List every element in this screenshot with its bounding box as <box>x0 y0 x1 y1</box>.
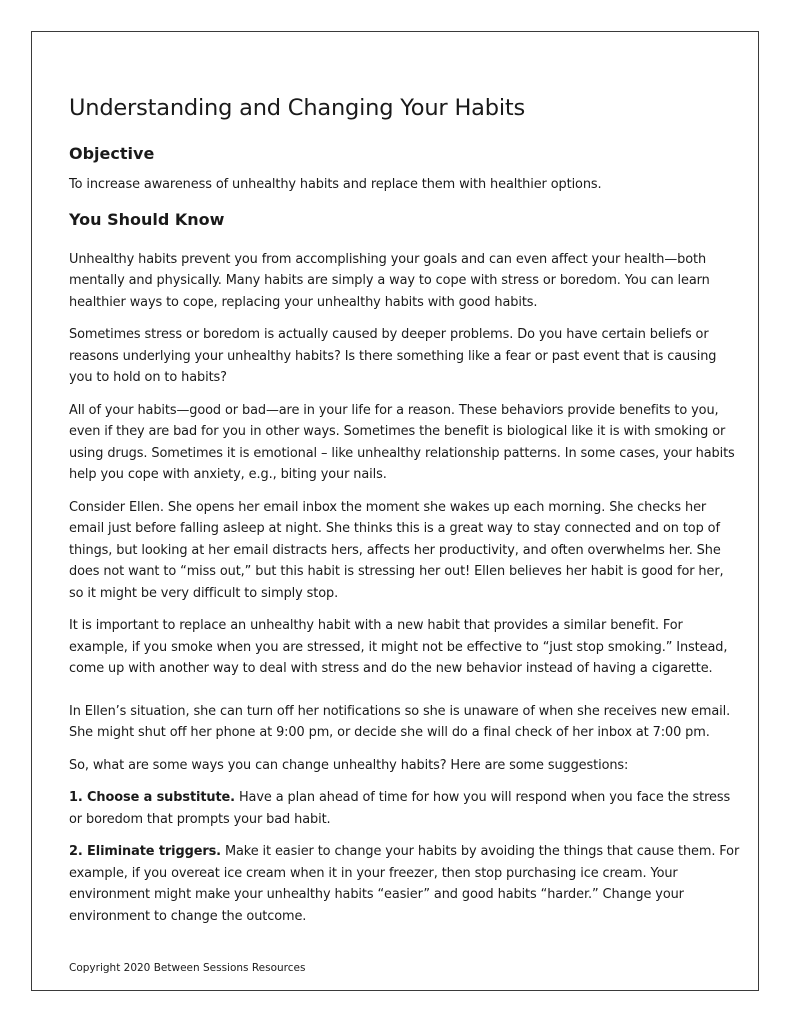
paragraph-5: It is important to replace an unhealthy habit with a new habit that provides a similar benefit. For example, if you smoke when you are stressed, it might not be effective to “just stop smoking.” Instead, come up with another way to deal with stress and do the new behavior instead of having a cigarette. <box>69 618 728 676</box>
paragraph-7-suggestions-intro: So, what are some ways you can change unhealthy habits? Here are some suggestions: <box>69 757 629 773</box>
tip-label: 2. Eliminate triggers. <box>69 844 221 859</box>
tip-label: 1. Choose a substitute. <box>69 790 235 805</box>
objective-text: To increase awareness of unhealthy habits and replace them with healthier options. <box>69 177 602 192</box>
paragraph-3: All of your habits—good or bad—are in your life for a reason. These behaviors provide benefits to you, even if they are bad for you in other ways. Sometimes the benefit is biological like it is with smoking or using drugs. Sometimes it is emotional – like unhealthy relationship patterns. In some cases, your habits help you cope with anxiety, e.g., biting your nails. <box>69 402 735 482</box>
paragraph-1: Unhealthy habits prevent you from accomplishing your goals and can even affect your health—both mentally and physically. Many habits are simply a way to cope with stress or boredom. You can learn healthier ways to cope, replacing your unhealthy habits with good habits. <box>69 251 710 310</box>
document-body <box>69 92 741 927</box>
copyright-footer: Copyright 2020 Between Sessions Resources <box>69 962 306 974</box>
paragraph-2: Sometimes stress or boredom is actually caused by deeper problems. Do you have certain beliefs or reasons underlying your unhealthy habits? Is there something like a fear or past event that is causing you to hold on to habits? <box>69 327 717 385</box>
objective-heading: Objective <box>69 144 155 163</box>
tip-eliminate-triggers <box>69 841 741 927</box>
page-title: Understanding and Changing Your Habits <box>69 95 526 121</box>
tip-text: Make it easier to change your habits by avoiding the things that cause them. For example, if you overeat ice cream when it in your freezer, then stop purchasing ice cream. Your environment might make your unhealthy habits “easier” and good habits “harder.” Change your environment to change the outcome. <box>69 844 740 924</box>
paragraph-4-ellen: Consider Ellen. She opens her email inbox the moment she wakes up each morning. She checks her email just before falling asleep at night. She thinks this is a great way to stay connected and on top of things, but looking at her email distracts hers, affects her productivity, and often overwhelms her. She does not want to “miss out,” but this habit is stressing her out! Ellen believes her habit is good for her, so it might be very difficult to simply stop. <box>69 499 724 601</box>
tip-text: Have a plan ahead of time for how you will respond when you face the stress or boredom that prompts your bad habit. <box>69 790 731 827</box>
tip-choose-substitute <box>69 787 741 830</box>
you-should-know-heading: You Should Know <box>69 209 225 229</box>
paragraph-6-ellen-situation: In Ellen’s situation, she can turn off her notifications so she is unaware of when she receives new email. She might shut off her phone at 9:00 pm, or decide she will do a final check of her inbox at 7:00 pm. <box>69 703 731 740</box>
